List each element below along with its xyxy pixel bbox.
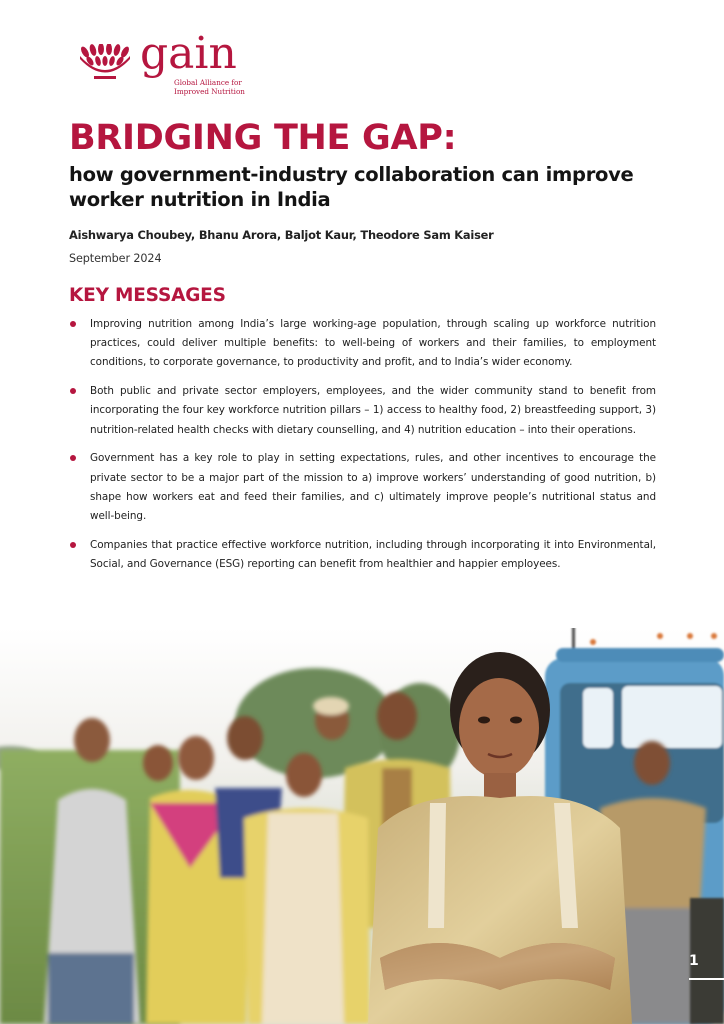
page-title: BRIDGING THE GAP: (69, 118, 457, 158)
key-message-item (69, 449, 656, 526)
page-number-rule (689, 978, 724, 980)
key-messages-heading: KEY MESSAGES (69, 285, 226, 306)
bullet-dot-icon (70, 388, 76, 394)
logo-tagline-line1: Global Alliance for (174, 78, 242, 87)
key-message-text: Improving nutrition among India’s large working-age population, through scaling up workforce nutrition practices, could deliver multiple benefits: to well-being of workers and their families, to employment conditions, to corporate governance, to productivity and profit, and to India’s wider economy. (90, 318, 656, 369)
bullet-dot-icon (70, 455, 76, 461)
key-message-item (69, 382, 656, 440)
bullet-dot-icon (70, 321, 76, 327)
wheat-bowl-icon (76, 44, 134, 82)
key-message-item (69, 536, 656, 574)
logo-wordmark: gain (140, 28, 237, 79)
key-message-text: Both public and private sector employers, employees, and the wider community stand to benefit from incorporating the four key workforce nutrition pillars – 1) access to healthy food, 2) breastfeeding support, 3) nutrition-related health checks with dietary counselling, and 4) nutrition education – into their operations. (90, 385, 656, 436)
publication-date: September 2024 (69, 252, 162, 265)
key-message-text: Companies that practice effective workforce nutrition, including through incorporating it into Environmental, Social, and Governance (ESG) reporting can benefit from healthier and happier employees. (90, 538, 656, 571)
bullet-dot-icon (70, 542, 76, 548)
logo-tagline-line2: Improved Nutrition (174, 87, 245, 96)
authors: Aishwarya Choubey, Bhanu Arora, Baljot Kaur, Theodore Sam Kaiser (69, 228, 494, 242)
key-message-text: Government has a key role to play in setting expectations, rules, and other incentives to encourage the private sector to be a major part of the mission to a) improve workers’ understanding of good nutrition, b) shape how workers eat and feed their families, and c) ultimately improve people’s nutritional status and well-being. (90, 452, 656, 523)
gain-logo (76, 28, 256, 102)
key-messages-list (69, 315, 656, 584)
page-number: 1 (689, 953, 699, 969)
logo-tagline (174, 78, 245, 96)
cover-photo (0, 628, 724, 1024)
page-subtitle: how government-industry collaboration can improve worker nutrition in India (69, 163, 634, 211)
key-message-item (69, 315, 656, 373)
